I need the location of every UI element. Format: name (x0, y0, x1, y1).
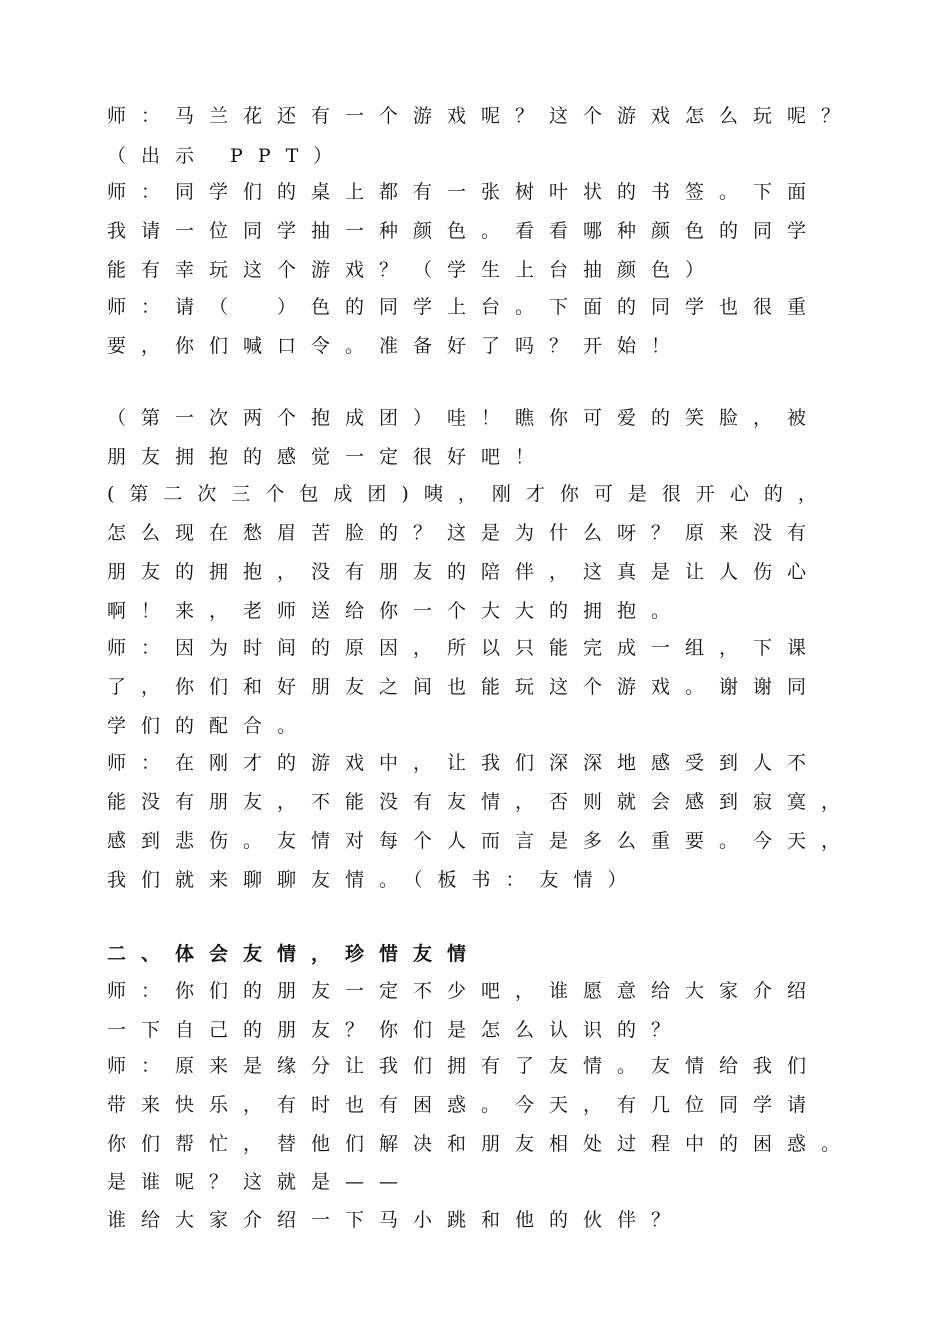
text-line: 能有幸玩这个游戏？（学生上台抽颜色） (107, 259, 720, 281)
text-line: (第二次三个包成团)咦，刚才你可是很开心的， (107, 483, 832, 505)
text-line: 了，你们和好朋友之间也能玩这个游戏。谢谢同 (107, 676, 822, 698)
text-line: 啊！来，老师送给你一个大大的拥抱。 (107, 600, 686, 622)
text-line: 要，你们喊口令。准备好了吗？开始！ (107, 335, 686, 357)
text-line: 师：你们的朋友一定不少吧，谁愿意给大家介绍 (107, 980, 822, 1002)
text-line: 能没有朋友，不能没有友情，否则就会感到寂寞， (107, 791, 856, 813)
text-line: 师：马兰花还有一个游戏呢？这个游戏怎么玩呢？ (107, 105, 856, 127)
text-line: 师：因为时间的原因，所以只能完成一组，下课 (107, 637, 822, 659)
text-line: 学们的配合。 (107, 715, 312, 737)
text-line: 带来快乐，有时也有困惑。今天，有几位同学请 (107, 1094, 822, 1116)
text-line: 感到悲伤。友情对每个人而言是多么重要。今天， (107, 830, 856, 852)
text-line: 你们帮忙，替他们解决和朋友相处过程中的困惑。 (107, 1133, 856, 1155)
section-heading: 二、体会友情，珍惜友情 (107, 943, 482, 965)
text-line: （出示 PPT） (107, 145, 348, 167)
text-line: 朋友的拥抱，没有朋友的陪伴，这真是让人伤心 (107, 561, 822, 583)
text-line: 师：同学们的桌上都有一张树叶状的书签。下面 (107, 181, 822, 203)
text-line: 是谁呢？这就是—— (107, 1171, 414, 1193)
text-line: 我们就来聊聊友情。（板书：友情） (107, 869, 642, 891)
text-line: 朋友拥抱的感觉一定很好吧！ (107, 446, 550, 468)
text-line: 谁给大家介绍一下马小跳和他的伙伴？ (107, 1209, 686, 1231)
text-line: （第一次两个抱成团）哇！瞧你可爱的笑脸，被 (107, 407, 822, 429)
text-line: 我请一位同学抽一种颜色。看看哪种颜色的同学 (107, 220, 822, 242)
text-line: 师：原来是缘分让我们拥有了友情。友情给我们 (107, 1055, 822, 1077)
text-line: 怎么现在愁眉苦脸的？这是为什么呀？原来没有 (107, 522, 822, 544)
text-line: 师：在刚才的游戏中，让我们深深地感受到人不 (107, 752, 822, 774)
text-line: 一下自己的朋友？你们是怎么认识的？ (107, 1019, 686, 1041)
text-line: 师：请（ ）色的同学上台。下面的同学也很重 (107, 296, 822, 318)
